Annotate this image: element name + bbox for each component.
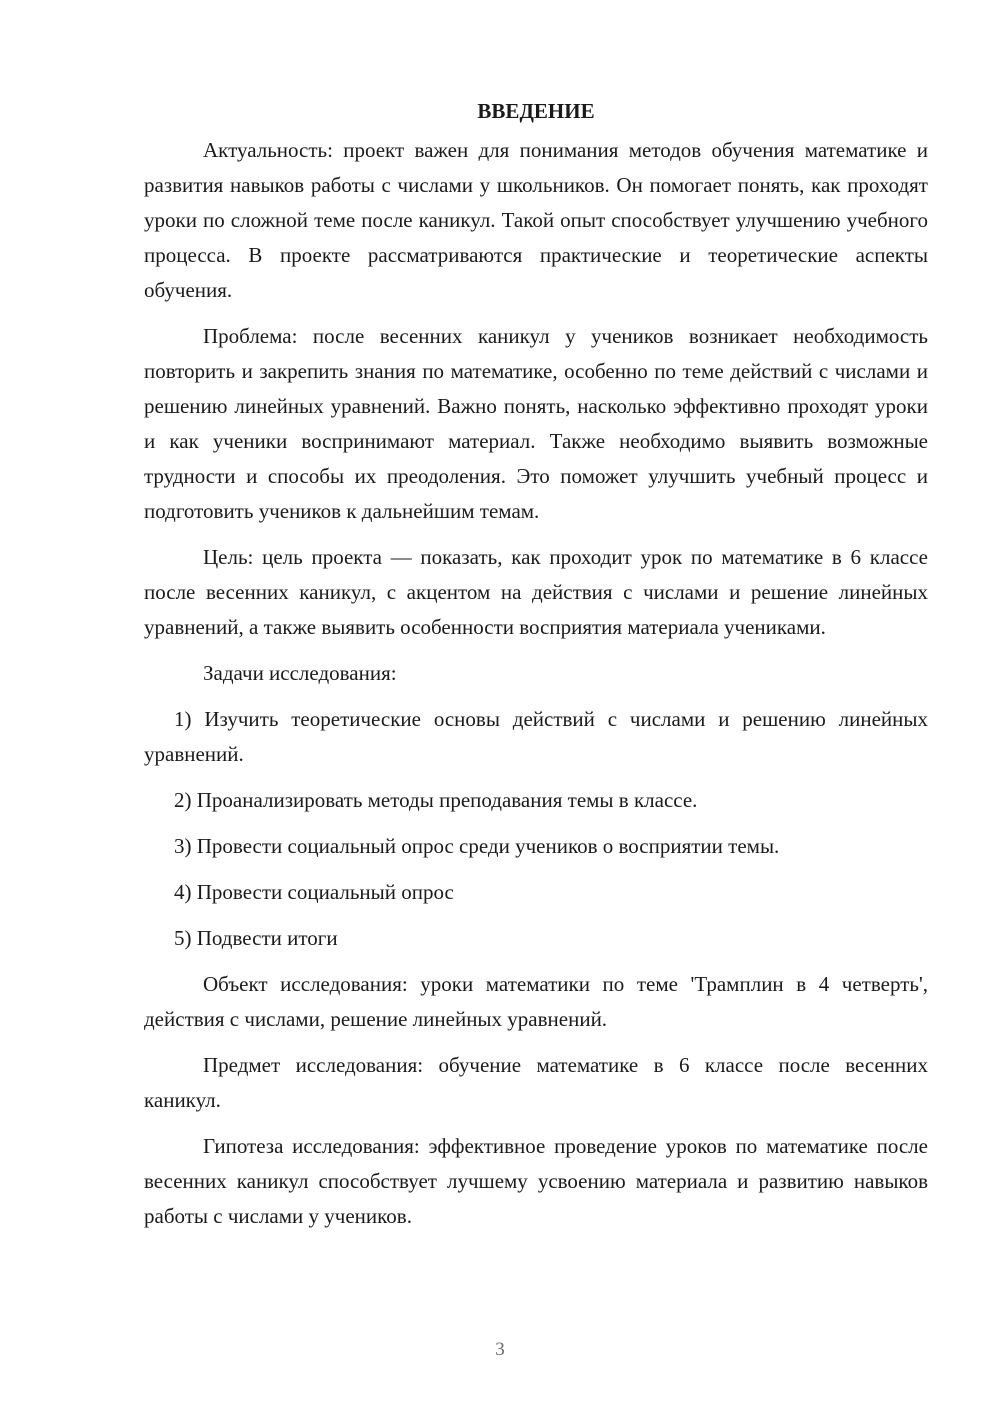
section-heading: ВВЕДЕНИЕ: [477, 99, 595, 123]
task-item-1: 1) Изучить теоретические основы действий с числами и решению линейных уравнений.: [144, 707, 928, 766]
goal-paragraph: Цель: цель проекта — показать, как проходит урок по математике в 6 классе после весенних каникул, с акцентом на действия с числами и решение линейных уравнений, а также выявить особенности восприятия материала учениками.: [144, 545, 928, 639]
page-content: [144, 94, 928, 1245]
page-number: 3: [495, 1339, 505, 1360]
problem-paragraph: Проблема: после весенних каникул у учеников возникает необходимость повторить и закрепить знания по математике, особенно по теме действий с числами и решению линейных уравнений. Важно понять, насколько эффективно проходят уроки и как ученики воспринимают материал. Также необходимо выявить возможные трудности и способы их преодоления. Это поможет улучшить учебный процесс и подготовить учеников к дальнейшим темам.: [144, 324, 928, 523]
task-item-2: 2) Проанализировать методы преподавания темы в классе.: [174, 788, 698, 812]
object-paragraph: Объект исследования: уроки математики по теме 'Трамплин в 4 четверть', действия с числами, решение линейных уравнений.: [144, 972, 928, 1031]
tasks-label: Задачи исследования:: [203, 661, 397, 685]
task-item-4: 4) Провести социальный опрос: [174, 880, 454, 904]
hypothesis-paragraph: Гипотеза исследования: эффективное проведение уроков по математике после весенних каникул способствует лучшему усвоению материала и развитию навыков работы с числами у учеников.: [144, 1134, 928, 1228]
subject-paragraph: Предмет исследования: обучение математике в 6 классе после весенних каникул.: [144, 1053, 928, 1112]
task-item-5: 5) Подвести итоги: [174, 926, 338, 950]
relevance-paragraph: Актуальность: проект важен для понимания методов обучения математике и развития навыков работы с числами у школьников. Он помогает понять, как проходят уроки по сложной теме после каникул. Такой опыт способствует улучшению учебного процесса. В проекте рассматриваются практические и теоретические аспекты обучения.: [144, 138, 928, 302]
task-item-3: 3) Провести социальный опрос среди учеников о восприятии темы.: [174, 834, 780, 858]
